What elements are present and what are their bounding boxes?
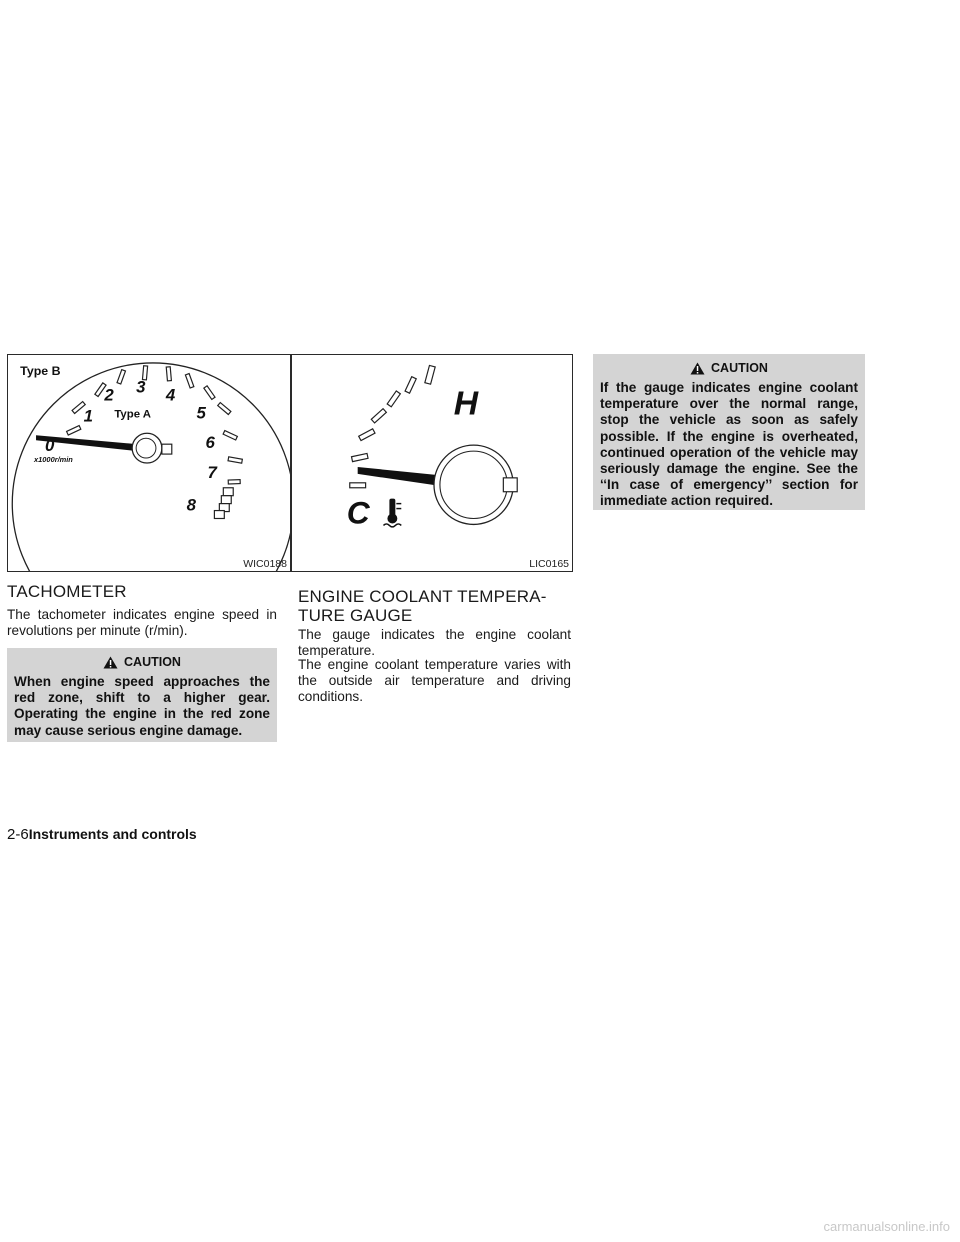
dial-number: 7: [207, 462, 217, 482]
tachometer-dial-outline: [12, 363, 290, 571]
type-b-label: Type B: [20, 363, 61, 378]
warning-icon: [103, 656, 118, 669]
dial-number: 4: [165, 385, 176, 405]
tachometer-heading: TACHOMETER: [7, 582, 127, 601]
coolant-heading-line-1: ENGINE COOLANT TEMPERA-: [298, 587, 547, 606]
tachometer-figure: [7, 354, 291, 572]
hot-label: H: [453, 385, 479, 423]
dial-number: 0: [44, 436, 55, 456]
page-footer: [7, 826, 197, 843]
caution-header: [600, 360, 858, 376]
figure-code: LIC0165: [529, 558, 569, 570]
warning-icon: [690, 362, 705, 375]
caution-text: When engine speed approaches the red zone, shift to a higher gear. Operating the engine in the red zone may cause serious engine damage.: [14, 674, 270, 738]
dial-number: 8: [186, 495, 197, 515]
page-number: 2-6: [7, 826, 29, 843]
coolant-gauge-hub: [434, 445, 513, 524]
unit-label: x1000r/min: [34, 455, 73, 465]
chapter-title: Instruments and controls: [28, 826, 197, 842]
dial-number: 5: [196, 403, 206, 423]
tachometer-illustration: [8, 355, 290, 571]
cold-label: C: [346, 494, 370, 531]
tachometer-paragraph: The tachometer indicates engine speed in revolutions per minute (r/min).: [7, 607, 277, 638]
coolant-caution-box: [593, 354, 865, 510]
coolant-paragraph-2: The engine coolant temperature varies with the outside air temperature and driving conditions.: [298, 657, 571, 704]
figure-code: WIC0188: [243, 558, 287, 570]
dial-number: 2: [104, 385, 114, 405]
coolant-paragraph-1: The gauge indicates the engine coolant temperature.: [298, 627, 571, 658]
coolant-gauge-figure: [291, 354, 573, 572]
caution-text: If the gauge indicates engine coolant temperature over the normal range, stop the vehicle as soon as safely possible. If the engine is overheated, continued operation of the vehicle may seriously damage the engine. See the ‘‘In case of emergency’’ section for immediate action required.: [600, 380, 858, 509]
caution-title: CAUTION: [711, 361, 768, 375]
type-a-label: Type A: [114, 408, 151, 421]
watermark[interactable]: carmanualsonline.info: [823, 1219, 950, 1234]
coolant-temperature-icon: [383, 499, 401, 527]
coolant-needle: [358, 467, 446, 487]
caution-title: CAUTION: [124, 655, 181, 669]
tachometer-caution-box: [7, 648, 277, 742]
dial-number: 6: [205, 433, 215, 453]
dial-number: 3: [136, 377, 146, 397]
coolant-heading-line-2: TURE GAUGE: [298, 606, 413, 625]
caution-header: [14, 654, 270, 670]
coolant-gauge-illustration: [292, 355, 572, 571]
dial-number: 1: [83, 406, 93, 426]
